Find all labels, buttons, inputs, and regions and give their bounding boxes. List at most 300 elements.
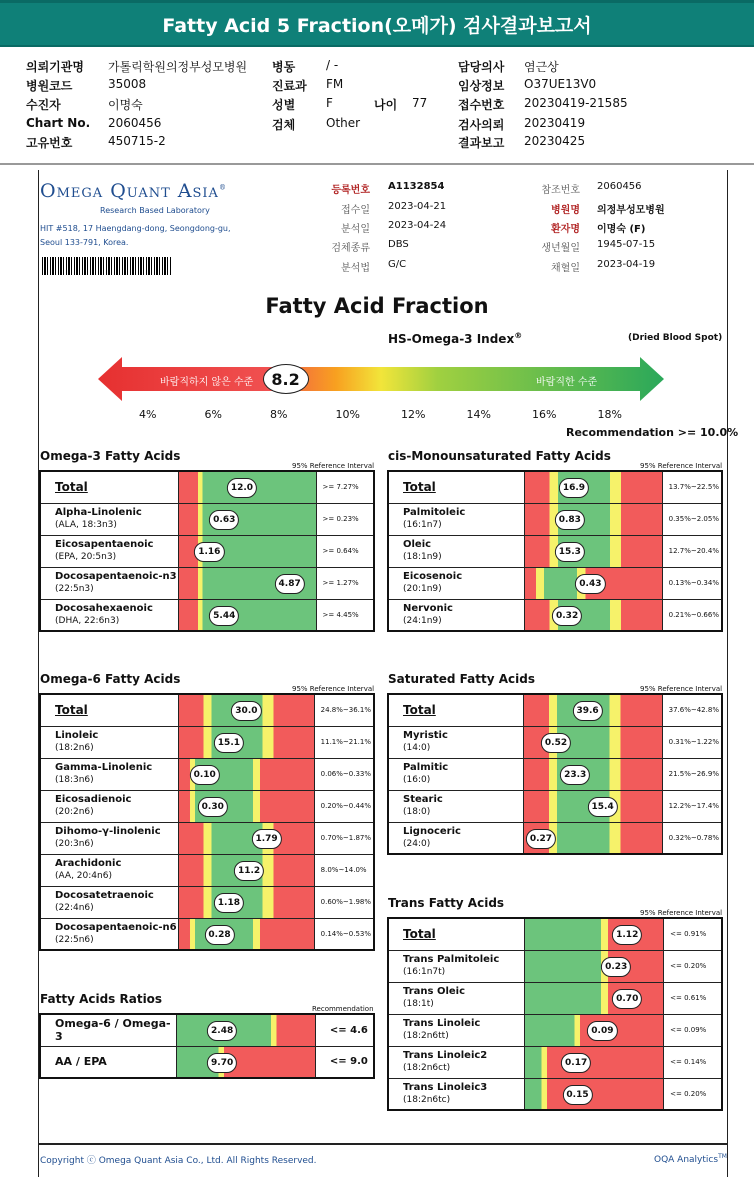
footer-brand-name: OQA Analytics [654, 1155, 719, 1165]
acid-notation: (22:5n6) [55, 934, 94, 945]
table-row [388, 822, 722, 854]
acid-name: Alpha-Linolenic [55, 507, 142, 518]
reference-interval: <= 4.6 [315, 1014, 374, 1046]
result-value: 0.17 [561, 1053, 591, 1073]
bad-level-label: 바람직하지 않은 수준 [160, 377, 254, 388]
header-key: 임상정보 [458, 79, 505, 93]
acid-name: Eicosenoic [403, 571, 463, 582]
acid-name: Docosahexaenoic [55, 602, 153, 614]
level-bar-cell [179, 854, 315, 886]
level-bar-cell [524, 567, 662, 599]
level-bar [525, 1015, 663, 1046]
index-tick-label: 12% [401, 408, 426, 421]
acid-notation: (16:1n7) [403, 520, 442, 530]
reference-interval-header: 95% Reference Interval [640, 462, 723, 470]
table-row [40, 790, 374, 822]
header-value: 35008 [108, 77, 147, 91]
header-value: FM [326, 77, 344, 91]
omega3-table [39, 470, 375, 632]
level-bar [179, 472, 315, 503]
acid-name-cell [40, 599, 179, 631]
table-row [388, 599, 722, 631]
index-label-sup: ® [514, 331, 523, 340]
acid-name-cell [388, 1078, 525, 1110]
level-bar-cell [179, 599, 316, 631]
lab-name: Omega Quant Asia [40, 180, 219, 202]
level-bar-cell [525, 1078, 664, 1110]
footer-brand-tm: TM [718, 1153, 727, 1160]
table-row [388, 982, 722, 1014]
level-bar-cell [179, 918, 315, 950]
reference-interval-header: 95% Reference Interval [292, 462, 375, 470]
level-bar-cell [176, 1014, 315, 1046]
acid-notation: (18:2n6tt) [403, 1031, 449, 1041]
level-bar-cell [179, 694, 315, 726]
level-bar-cell [179, 535, 316, 567]
age-label: 나이 [374, 98, 398, 112]
acid-name-cell [388, 599, 524, 631]
meta-key: 분석일 [341, 224, 370, 235]
level-bar-cell [179, 790, 315, 822]
result-value: 0.09 [587, 1021, 617, 1041]
level-bar-cell [524, 790, 662, 822]
acid-notation: (24:1n9) [403, 615, 442, 626]
meta-value: 의정부성모병원 [597, 205, 665, 216]
result-value: 5.44 [209, 606, 239, 626]
index-tick-label: 8% [270, 408, 288, 421]
result-value: 12.0 [227, 478, 257, 498]
level-bar [179, 855, 314, 886]
acid-name-cell [40, 535, 179, 567]
header-value: 20230425 [524, 134, 586, 148]
acid-notation: (20:1n9) [403, 584, 442, 594]
acid-notation: (18:1t) [403, 999, 434, 1009]
reference-interval: <= 0.20% [664, 1078, 722, 1110]
level-bar-cell [525, 918, 664, 950]
acid-notation: (DHA, 22:6n3) [55, 615, 120, 626]
result-value: 15.4 [588, 797, 618, 817]
lab-logo [40, 180, 227, 202]
acid-name: Docosapentaenoic-n6 [55, 921, 177, 933]
acid-name-cell [40, 503, 179, 535]
level-bar-cell [524, 822, 662, 854]
acid-name-cell [388, 822, 524, 854]
lab-address-1: HIT #518, 17 Haengdang-dong, Seongdong-gu, [40, 224, 231, 233]
table-row [40, 854, 374, 886]
index-value: 8.2 [271, 370, 300, 389]
table-row [388, 471, 722, 503]
table-row [40, 1014, 374, 1046]
table-row [40, 822, 374, 854]
acid-name-cell [388, 567, 524, 599]
table-row [40, 471, 374, 503]
level-bar-cell [524, 694, 662, 726]
reference-interval: >= 4.45% [316, 599, 374, 631]
meta-value: 2023-04-19 [597, 259, 656, 270]
result-value: 0.32 [552, 606, 582, 626]
reference-interval-header: 95% Reference Interval [292, 685, 375, 693]
acid-notation: (AA, 20:4n6) [55, 871, 112, 881]
index-tick-label: 14% [466, 408, 491, 421]
level-bar [179, 504, 315, 535]
acid-name: Total [403, 702, 436, 717]
level-bar [524, 695, 661, 726]
saturated-section-title: Saturated Fatty Acids [388, 672, 535, 686]
index-value-marker [263, 364, 309, 394]
acid-notation: (EPA, 20:5n3) [55, 552, 117, 562]
acid-name-cell [40, 567, 179, 599]
level-bar [179, 919, 314, 950]
result-value: 0.30 [198, 797, 228, 817]
footer-copyright: Copyright ⓒ Omega Quant Asia Co., Ltd. All Rights Reserved. [40, 1156, 317, 1166]
level-bar-cell [525, 982, 664, 1014]
level-bar [525, 600, 662, 631]
table-row [40, 758, 374, 790]
result-value: 0.43 [575, 574, 605, 594]
level-bar [525, 1047, 663, 1078]
acid-name: Eicosapentaenoic [55, 539, 154, 550]
reference-interval: >= 1.27% [316, 567, 374, 599]
acid-name-cell [40, 1046, 176, 1078]
acid-name-cell [388, 758, 524, 790]
level-bar [525, 1079, 663, 1110]
reference-interval: >= 0.64% [316, 535, 374, 567]
acid-notation: (18:0) [403, 807, 431, 817]
reference-interval: <= 0.14% [664, 1046, 722, 1078]
reference-interval: 0.70%~1.87% [314, 822, 374, 854]
acid-name-cell [388, 1046, 525, 1078]
result-value: 0.28 [204, 925, 234, 945]
acid-name-cell [388, 918, 525, 950]
acid-notation: (18:2n6ct) [403, 1063, 451, 1073]
acid-name: Eicosadienoic [55, 794, 132, 805]
result-value: 39.6 [572, 701, 602, 721]
result-value: 23.3 [560, 765, 590, 785]
header-divider [0, 163, 754, 165]
meta-value: A1132854 [388, 181, 445, 192]
acid-notation: (20:3n6) [55, 839, 94, 849]
reference-interval: <= 9.0 [315, 1046, 374, 1078]
meta-key: 병원명 [551, 205, 580, 216]
reference-interval: 0.21%~0.66% [662, 599, 722, 631]
table-row [388, 918, 722, 950]
saturated-table [387, 693, 723, 855]
meta-key: 등록번호 [331, 185, 370, 196]
acid-name: Docosapentaenoic-n3 [55, 571, 177, 582]
meta-key: 접수일 [341, 205, 370, 216]
level-bar-cell [524, 599, 662, 631]
level-bar-cell [524, 471, 662, 503]
table-row [388, 567, 722, 599]
acid-name-cell [40, 854, 179, 886]
level-bar-cell [524, 503, 662, 535]
index-label [388, 331, 522, 346]
result-value: 15.1 [214, 733, 244, 753]
recommendation-header: Recommendation [312, 1005, 374, 1013]
level-bar [179, 536, 315, 567]
result-value: 0.83 [555, 510, 585, 530]
trans-table [387, 917, 723, 1111]
acid-name: Lignoceric [403, 825, 461, 837]
header-value: / - [326, 58, 339, 72]
cismono-section-title: cis-Monounsaturated Fatty Acids [388, 449, 611, 463]
acid-name: Docosatetraenoic [55, 890, 154, 901]
report-title-bar [0, 0, 754, 47]
acid-name-cell [388, 694, 524, 726]
meta-key: 참조번호 [541, 185, 580, 196]
level-bar [524, 727, 661, 758]
lab-trademark: ® [218, 183, 227, 192]
level-bar [177, 1047, 315, 1078]
result-value: 0.23 [601, 957, 631, 977]
acid-name-cell [40, 790, 179, 822]
level-bar [524, 823, 661, 854]
acid-name-cell [40, 694, 179, 726]
cismono-table [387, 470, 723, 632]
reference-interval: <= 0.09% [664, 1014, 722, 1046]
result-value: 1.16 [194, 542, 224, 562]
meta-value: 이명숙 (F) [597, 224, 646, 235]
result-value: 0.63 [209, 510, 239, 530]
table-row [388, 503, 722, 535]
acid-name: Stearic [403, 794, 443, 805]
meta-value: DBS [388, 239, 409, 250]
reference-interval: 11.1%~21.1% [314, 726, 374, 758]
acid-name: AA / EPA [55, 1055, 107, 1069]
ratios-section-title: Fatty Acids Ratios [40, 992, 163, 1006]
index-tick-label: 4% [139, 408, 157, 421]
acid-name: Palmitoleic [403, 507, 466, 518]
result-value: 0.27 [526, 829, 556, 849]
acid-name: Total [55, 702, 88, 717]
level-bar [179, 727, 314, 758]
reference-interval: <= 0.91% [664, 918, 722, 950]
reference-interval: <= 0.61% [664, 982, 722, 1014]
level-bar-cell [525, 1014, 664, 1046]
acid-name: Trans Linoleic3 [403, 1081, 488, 1093]
reference-interval-header: 95% Reference Interval [640, 909, 723, 917]
footer-divider [38, 1143, 728, 1145]
level-bar [524, 791, 661, 822]
age-value: 77 [412, 96, 428, 110]
result-value: 1.12 [612, 925, 642, 945]
header-key: 결과보고 [458, 136, 505, 150]
acid-name: Total [403, 926, 436, 941]
trans-section-title: Trans Fatty Acids [388, 896, 505, 910]
header-value: 염근상 [524, 60, 559, 74]
acid-notation: (24:0) [403, 838, 431, 849]
result-value: 0.15 [562, 1085, 592, 1105]
header-value: F [326, 96, 333, 110]
acid-notation: (18:2n6) [55, 743, 94, 753]
result-value: 16.9 [559, 478, 589, 498]
reference-interval: 12.2%~17.4% [662, 790, 722, 822]
result-value: 2.48 [207, 1021, 237, 1041]
acid-name-cell [388, 503, 524, 535]
level-bar-cell [179, 503, 316, 535]
acid-notation: (18:3n6) [55, 775, 94, 785]
level-bar-cell [179, 726, 315, 758]
lab-subtitle: Research Based Laboratory [100, 206, 210, 215]
header-key: 담당의사 [458, 60, 505, 74]
meta-key: 검체종류 [331, 243, 370, 254]
index-recommendation: Recommendation >= 10.0% [566, 426, 739, 439]
acid-name-cell [40, 918, 179, 950]
level-bar-cell [524, 535, 662, 567]
acid-name: Oleic [403, 539, 432, 550]
omega6-section-title: Omega-6 Fatty Acids [40, 672, 181, 686]
table-row [388, 790, 722, 822]
acid-notation: (16:0) [403, 775, 431, 785]
index-tick-label: 10% [335, 408, 360, 421]
header-value: Other [326, 116, 361, 130]
level-bar-cell [179, 567, 316, 599]
acid-name-cell [40, 822, 179, 854]
meta-key: 분석법 [341, 263, 370, 274]
meta-value: G/C [388, 259, 407, 270]
header-key: 검사의뢰 [458, 118, 505, 132]
level-bar-cell [176, 1046, 315, 1078]
acid-name: Nervonic [403, 602, 453, 614]
header-key: 검체 [272, 118, 296, 132]
header-key: 성별 [272, 98, 296, 112]
level-bar [179, 887, 314, 918]
reference-interval: 8.0%~14.0% [314, 854, 374, 886]
reference-interval: 0.31%~1.22% [662, 726, 722, 758]
table-row [388, 950, 722, 982]
header-key: 진료과 [272, 79, 307, 93]
table-row [388, 758, 722, 790]
dbs-label: (Dried Blood Spot) [628, 333, 723, 343]
result-value: 1.18 [214, 893, 244, 913]
header-key: 의뢰기관명 [26, 60, 84, 74]
level-bar [179, 568, 315, 599]
index-tick-label: 16% [532, 408, 557, 421]
meta-key: 환자명 [551, 224, 580, 235]
reference-interval: 12.7%~20.4% [662, 535, 722, 567]
result-value: 15.3 [555, 542, 585, 562]
report-title: Fatty Acid 5 Fraction(오메가) 검사결과보고서 [162, 14, 592, 37]
table-row [40, 886, 374, 918]
header-value: 가톨릭학원의정부성모병원 [108, 60, 248, 74]
acid-name-cell [388, 726, 524, 758]
header-key: Chart No. [26, 116, 91, 130]
acid-notation: (18:2n6tc) [403, 1094, 451, 1105]
level-bar [525, 568, 662, 599]
level-bar-cell [179, 758, 315, 790]
acid-name-cell [40, 758, 179, 790]
level-bar [179, 600, 315, 631]
header-value: 20230419 [524, 116, 586, 130]
acid-name-cell [388, 535, 524, 567]
table-row [40, 567, 374, 599]
reference-interval: 0.06%~0.33% [314, 758, 374, 790]
index-label-text: HS-Omega-3 Index [388, 332, 515, 346]
level-bar-cell [179, 886, 315, 918]
good-level-label: 바람직한 수준 [536, 377, 598, 388]
header-key: 병동 [272, 60, 296, 74]
table-row [388, 1046, 722, 1078]
acid-name: Omega-6 / Omega-3 [55, 1017, 171, 1044]
acid-notation: (22:4n6) [55, 903, 94, 913]
acid-name: Trans Oleic [403, 986, 466, 997]
table-row [388, 535, 722, 567]
index-tick-label: 6% [204, 408, 222, 421]
reference-interval: <= 0.20% [664, 950, 722, 982]
acid-notation: (14:0) [403, 743, 431, 753]
level-bar-cell [179, 822, 315, 854]
header-value: 20230419-21585 [524, 96, 628, 110]
acid-notation: (22:5n3) [55, 584, 94, 594]
meta-key: 채혈일 [551, 263, 580, 274]
header-value: O37UE13V0 [524, 77, 597, 91]
level-bar [525, 983, 663, 1014]
acid-name-cell [388, 982, 525, 1014]
level-bar-cell [524, 726, 662, 758]
header-key: 고유번호 [26, 136, 73, 150]
reference-interval: 0.32%~0.78% [662, 822, 722, 854]
acid-name-cell [388, 790, 524, 822]
reference-interval: 0.14%~0.53% [314, 918, 374, 950]
level-bar [525, 951, 663, 982]
acid-name-cell [388, 1014, 525, 1046]
table-row [40, 599, 374, 631]
omega3-section-title: Omega-3 Fatty Acids [40, 449, 181, 463]
main-title: Fatty Acid Fraction [265, 294, 489, 318]
result-value: 11.2 [234, 861, 264, 881]
reference-interval: >= 0.23% [316, 503, 374, 535]
meta-value: 2023-04-24 [388, 220, 447, 231]
level-bar-cell [179, 471, 316, 503]
acid-name: Gamma-Linolenic [55, 762, 153, 773]
acid-name: Arachidonic [55, 858, 122, 869]
reference-interval: 0.20%~0.44% [314, 790, 374, 822]
result-value: 4.87 [275, 574, 305, 594]
table-row [40, 503, 374, 535]
level-bar [525, 504, 662, 535]
result-value: 1.79 [251, 829, 281, 849]
index-tick-label: 18% [597, 408, 622, 421]
reference-interval-header: 95% Reference Interval [640, 685, 723, 693]
level-bar [524, 759, 661, 790]
lab-address-2: Seoul 133-791, Korea. [40, 238, 129, 247]
acid-name: Myristic [403, 730, 448, 741]
acid-name: Total [403, 479, 436, 494]
table-row [388, 694, 722, 726]
reference-interval: 0.13%~0.34% [662, 567, 722, 599]
result-value: 30.0 [231, 701, 261, 721]
header-key: 접수번호 [458, 98, 505, 112]
table-row [388, 1078, 722, 1110]
table-row [40, 1046, 374, 1078]
meta-value: 2023-04-21 [388, 201, 447, 212]
result-value: 0.70 [612, 989, 642, 1009]
header-value: 450715-2 [108, 134, 166, 148]
table-row [40, 535, 374, 567]
acid-name-cell [40, 726, 179, 758]
acid-name: Palmitic [403, 762, 449, 773]
result-value: 0.52 [541, 733, 571, 753]
reference-interval: 24.8%~36.1% [314, 694, 374, 726]
level-bar [525, 472, 662, 503]
table-row [40, 726, 374, 758]
table-row [40, 694, 374, 726]
ratios-table [39, 1013, 375, 1079]
acid-name: Total [55, 479, 88, 494]
level-bar-cell [525, 1046, 664, 1078]
reference-interval: 37.6%~42.8% [662, 694, 722, 726]
level-bar-cell [524, 758, 662, 790]
